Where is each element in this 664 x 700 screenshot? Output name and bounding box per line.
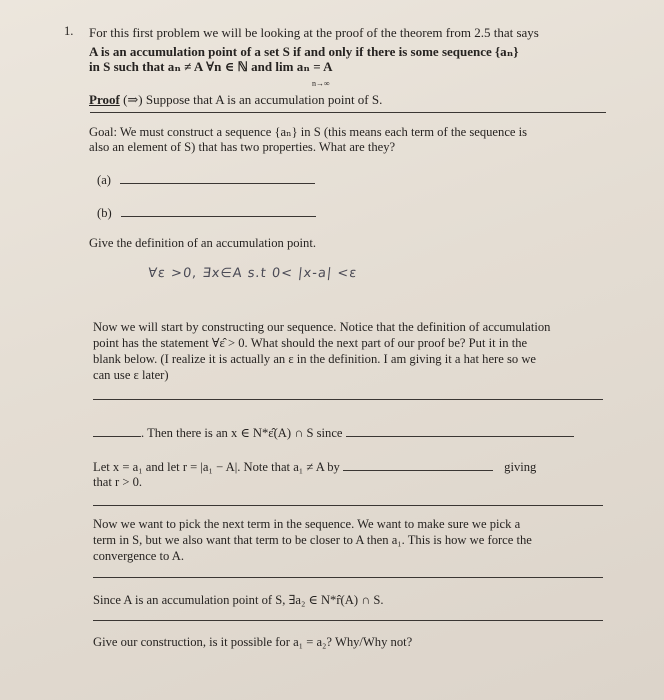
problem-intro: For this first problem we will be looking at the proof of the theorem from 2.5 that says — [89, 25, 539, 40]
definition-prompt: Give the definition of an accumulation point. — [89, 236, 316, 250]
goal-a-label: (a) — [97, 173, 111, 187]
goal-a — [97, 172, 315, 188]
goal-line-1: Goal: We must construct a sequence {aₙ} in S (this means each term of the sequence is — [89, 125, 528, 139]
answer-line[interactable] — [93, 577, 603, 578]
construct-line-4: can use ε later) — [93, 368, 169, 382]
goal-b-blank[interactable] — [121, 205, 316, 217]
construct-line-1: Now we will start by constructing our sequence. Notice that the definition of accumulation — [93, 320, 551, 334]
since-text: Since A is an accumulation point of S, ∃a₂ ∈ N*r̂(A) ∩ S. — [93, 593, 384, 607]
goal-a-blank[interactable] — [120, 172, 315, 184]
let-text: Let x = a₁ and let r = |a₁ − A|. Note that a₁ ≠ A by — [93, 460, 340, 474]
proof-statement — [89, 92, 382, 107]
construct-line-2: point has the statement ∀ε̂ > 0. What should the next part of our proof be? Put it in the — [93, 336, 528, 350]
goal-line-2: also an element of S) that has two properties. What are they? — [89, 140, 396, 154]
let-sentence — [93, 459, 536, 475]
problem-number: 1. — [64, 24, 74, 38]
that-r-text: that r > 0. — [93, 475, 143, 489]
next-term-line-2: term in S, but we also want that term to be closer to A then a₁. This is how we force the — [93, 533, 532, 547]
theorem-line-1: A is an accumulation point of a set S if and only if there is some sequence {aₙ} — [89, 44, 519, 59]
then-blank-2[interactable] — [346, 425, 574, 437]
handwritten-answer: ∀ε >0, ∃x∈A s.t 0< |x-a| <ε — [147, 266, 359, 281]
then-text: . Then there is an x ∈ N*ε̂(A) ∩ S since — [141, 426, 343, 440]
proof-text: (⇒) Suppose that A is an accumulation point of S. — [123, 92, 383, 107]
answer-line[interactable] — [93, 399, 603, 400]
divider — [90, 112, 606, 113]
construction-question: Give our construction, is it possible for a₁ = a₂? Why/Why not? — [93, 635, 413, 649]
answer-line[interactable] — [93, 505, 603, 506]
answer-line[interactable] — [93, 620, 603, 621]
goal-b — [97, 205, 316, 221]
theorem-line-2: in S such that aₙ ≠ A ∀n ∈ ℕ and lim aₙ = A — [89, 59, 333, 74]
then-blank-1[interactable] — [93, 425, 141, 437]
proof-label: Proof — [89, 92, 120, 107]
next-term-line-3: convergence to A. — [93, 549, 185, 563]
limit-subscript: n→∞ — [312, 79, 330, 88]
then-sentence — [93, 425, 574, 441]
giving-text: giving — [504, 460, 537, 474]
goal-b-label: (b) — [97, 206, 112, 220]
construct-line-3: blank below. (I realize it is actually an ε in the definition. I am giving it a hat here so we — [93, 352, 537, 366]
let-blank[interactable] — [343, 459, 493, 471]
next-term-line-1: Now we want to pick the next term in the sequence. We want to make sure we pick a — [93, 517, 521, 531]
